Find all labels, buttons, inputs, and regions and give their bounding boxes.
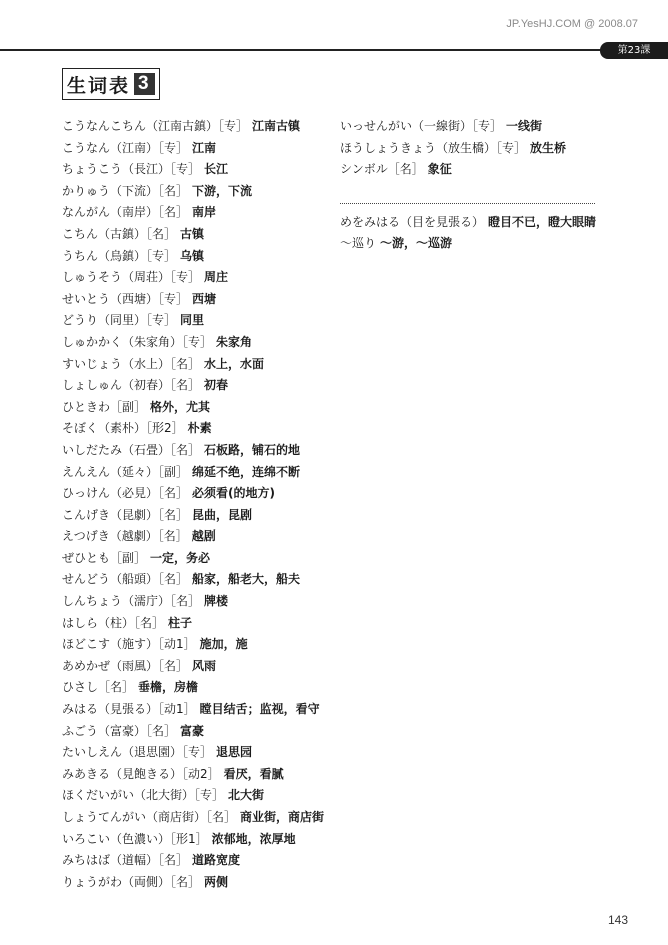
vocab-reading: しゅかかく（朱家角）［专］ — [62, 334, 213, 349]
vocab-meaning: 放生桥 — [530, 140, 567, 155]
vocab-entry — [62, 418, 337, 440]
vocab-entry — [340, 138, 630, 160]
vocab-meaning: 朴素 — [187, 421, 212, 436]
vocab-reading: しょしゅん（初春）［名］ — [62, 378, 201, 393]
vocab-reading: あめかぜ（雨風）［名］ — [62, 658, 189, 673]
vocab-meaning: 施加，施 — [199, 637, 248, 652]
vocab-meaning: 道路宽度 — [192, 853, 241, 868]
vocab-reading: ふごう（富豪）［名］ — [62, 723, 177, 738]
vocab-entry — [62, 483, 337, 505]
vocab-entry — [62, 397, 337, 419]
vocab-entry — [62, 310, 337, 332]
vocab-meaning: 柱子 — [168, 615, 193, 630]
vocab-meaning: 同里 — [180, 313, 205, 328]
vocab-entry — [62, 138, 337, 160]
vocab-entry — [62, 850, 337, 872]
vocab-entry — [62, 613, 337, 635]
vocab-entry — [62, 246, 337, 268]
vocab-meaning: 长江 — [204, 162, 229, 177]
vocab-meaning: 船家，船老大，船夫 — [192, 572, 301, 587]
vocab-reading: どうり（同里）［专］ — [62, 313, 177, 328]
vocab-entry — [62, 289, 337, 311]
vocab-entry — [62, 829, 337, 851]
vocab-meaning: 南岸 — [192, 205, 217, 220]
vocab-reading: たいしえん（退思園）［专］ — [62, 745, 213, 760]
vocab-reading: ほどこす（施す）［动1］ — [62, 637, 196, 652]
vocab-entry — [62, 440, 337, 462]
vocab-reading: ひっけん（必見）［名］ — [62, 486, 189, 501]
vocab-entry — [62, 634, 337, 656]
vocab-entry — [62, 224, 337, 246]
vocab-entry — [62, 699, 337, 721]
vocab-reading: いろこい（色濃い）［形1］ — [62, 831, 208, 846]
vocab-meaning: 看厌，看腻 — [223, 766, 284, 781]
vocab-meaning: 乌镇 — [180, 248, 205, 263]
vocab-reading: せいとう（西塘）［专］ — [62, 291, 189, 306]
vocab-entry — [62, 526, 337, 548]
vocab-reading: うちん（烏鎮）［专］ — [62, 248, 177, 263]
vocab-meaning: 一线街 — [506, 119, 543, 133]
vocab-reading: すいじょう（水上）［名］ — [62, 356, 201, 371]
vocab-entry — [340, 116, 630, 138]
vocab-meaning: 昆曲，昆剧 — [192, 507, 253, 522]
vocabulary-title-text: 生词表 — [67, 74, 131, 97]
vocab-meaning: 下游，下流 — [192, 183, 253, 198]
vocab-reading: めをみはる（目を見張る） — [340, 214, 485, 229]
vocab-reading: えつげき（越劇）［名］ — [62, 529, 188, 544]
vocab-meaning: 西塘 — [192, 291, 217, 306]
vocab-reading: こうなん（江南）［专］ — [62, 140, 189, 155]
vocabulary-column-left — [62, 116, 337, 893]
vocab-reading: みはる（見張る）［动1］ — [62, 702, 196, 717]
vocab-reading: みあきる（見飽きる）［动2］ — [62, 766, 220, 781]
vocab-entry — [62, 721, 337, 743]
vocab-entry — [62, 764, 337, 786]
vocab-entry — [62, 505, 337, 527]
vocab-meaning: 周庄 — [204, 270, 229, 285]
vocab-reading: しゅうそう（周荘）［专］ — [62, 270, 201, 285]
vocab-meaning: 两侧 — [204, 874, 229, 889]
vocab-meaning: 商业街，商店街 — [240, 810, 325, 824]
vocab-reading: なんがん（南岸）［名］ — [62, 205, 189, 220]
vocab-entry — [62, 202, 337, 224]
vocab-meaning: 富豪 — [180, 723, 205, 738]
vocabulary-title-number: 3 — [134, 73, 155, 95]
vocab-meaning: 瞪目不已，瞪大眼睛 — [488, 214, 597, 229]
header-rule — [0, 49, 668, 51]
vocab-entry — [340, 212, 630, 234]
vocab-reading: みちはば（道幅）［名］ — [62, 853, 189, 868]
vocab-entry — [62, 375, 337, 397]
vocab-reading: はしら（柱）［名］ — [62, 615, 165, 630]
vocab-meaning: 瞠目结舌；监视，看守 — [199, 702, 320, 717]
vocab-entry — [340, 159, 630, 181]
vocab-meaning: 浓郁地，浓厚地 — [211, 831, 296, 846]
vocab-reading: しょうてんがい（商店街）［名］ — [62, 810, 237, 824]
vocab-entry — [62, 591, 337, 613]
vocab-reading: ひときわ［副］ — [62, 399, 147, 414]
vocab-entry — [62, 677, 337, 699]
dotted-separator — [340, 183, 595, 204]
vocab-meaning: 牌楼 — [204, 594, 229, 609]
vocab-reading: いしだたみ（石畳）［名］ — [62, 442, 201, 457]
vocab-reading: そぼく（素朴）［形2］ — [62, 421, 184, 436]
vocab-meaning: 北大街 — [228, 788, 265, 803]
vocab-entry — [62, 267, 337, 289]
vocab-entry — [62, 785, 337, 807]
vocab-meaning: 风雨 — [192, 658, 217, 673]
vocab-meaning: 垂檐，房檐 — [138, 680, 199, 695]
vocab-reading: いっせんがい（一線街）［专］ — [340, 119, 503, 133]
vocab-meaning: 格外，尤其 — [150, 399, 211, 414]
vocab-entry — [62, 807, 337, 829]
vocab-reading: こちん（古鎮）［名］ — [62, 226, 177, 241]
vocab-meaning: 退思园 — [216, 745, 253, 760]
vocab-meaning: 越剧 — [191, 529, 216, 544]
vocab-reading: ～巡り — [340, 236, 377, 251]
vocab-meaning: 必须看(的地方) — [192, 486, 275, 501]
vocab-meaning: 石板路，铺石的地 — [204, 442, 301, 457]
vocab-meaning: 朱家角 — [216, 334, 253, 349]
vocab-reading: ほうしょうきょう（放生橋）［专］ — [340, 140, 527, 155]
vocabulary-title — [62, 68, 160, 100]
vocab-meaning: 初春 — [204, 378, 229, 393]
vocab-meaning: 象征 — [427, 162, 452, 177]
vocab-entry — [62, 742, 337, 764]
vocab-entry — [62, 569, 337, 591]
vocab-reading: ぜひとも［副］ — [62, 550, 147, 565]
vocab-entry — [62, 462, 337, 484]
vocab-reading: せんどう（船頭）［名］ — [62, 572, 189, 587]
vocab-entry — [62, 332, 337, 354]
vocab-meaning: 水上，水面 — [204, 356, 265, 371]
vocab-entry — [340, 233, 630, 255]
vocab-reading: かりゅう（下流）［名］ — [62, 183, 189, 198]
vocab-meaning: 绵延不绝，连绵不断 — [192, 464, 301, 479]
lesson-tab: 第23課 — [600, 42, 668, 59]
vocabulary-column-right — [340, 116, 630, 255]
vocab-meaning: ～游，～巡游 — [380, 236, 453, 251]
vocab-reading: ひさし［名］ — [62, 680, 135, 695]
vocab-reading: えんえん（延々）［副］ — [62, 464, 189, 479]
vocab-entry — [62, 159, 337, 181]
vocab-reading: ほくだいがい（北大街）［专］ — [62, 788, 225, 803]
vocab-reading: シンボル［名］ — [340, 162, 424, 177]
vocab-reading: しんちょう（濡庁）［名］ — [62, 594, 201, 609]
vocab-reading: こんげき（昆劇）［名］ — [62, 507, 189, 522]
vocab-reading: りょうがわ（両側）［名］ — [62, 874, 201, 889]
vocab-meaning: 古镇 — [180, 226, 205, 241]
vocab-entry — [62, 354, 337, 376]
vocab-reading: ちょうこう（長江）［专］ — [62, 162, 201, 177]
vocab-entry — [62, 181, 337, 203]
page-number: 143 — [607, 913, 628, 927]
watermark: JP.YesHJ.COM @ 2008.07 — [506, 18, 638, 30]
vocab-meaning: 江南 — [192, 140, 217, 155]
vocab-meaning: 一定，务必 — [150, 550, 211, 565]
vocab-entry — [62, 656, 337, 678]
vocab-meaning: 江南古镇 — [252, 119, 301, 133]
vocab-entry — [62, 116, 337, 138]
vocab-entry — [62, 548, 337, 570]
vocab-reading: こうなんこちん（江南古鎮）［专］ — [62, 119, 249, 133]
vocab-entry — [62, 872, 337, 894]
